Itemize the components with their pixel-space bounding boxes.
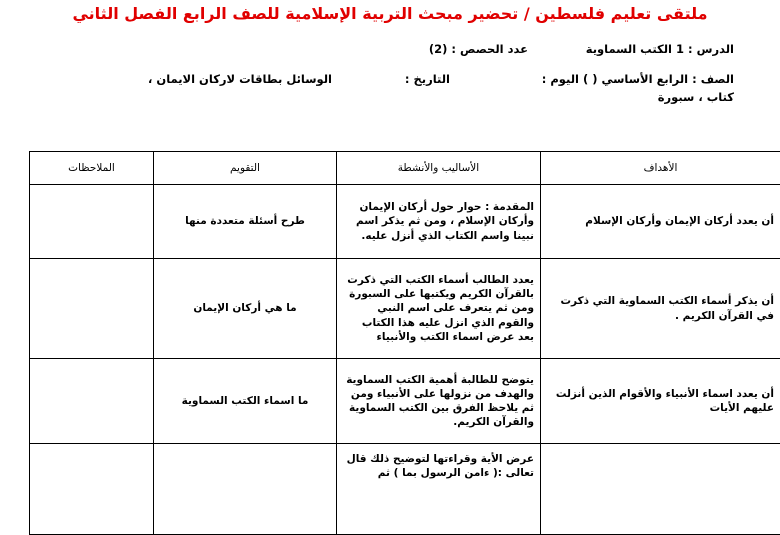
periods-info: عدد الحصص : (2) [429, 42, 528, 56]
header-evaluation: التقويم [154, 152, 337, 185]
table-row [30, 444, 780, 535]
evaluation-cell: طرح أسئلة متعددة منها [154, 185, 337, 259]
lesson-info: الدرس : 1 الكتب السماوية [586, 42, 734, 56]
aids-info-continued: كتاب ، سبورة [658, 90, 734, 104]
activity-cell: المقدمة : حوار حول أركان الإيمان وأركان الإسلام ، ومن ثم يذكر اسم نبينا واسم الكتاب الذي أنزل عليه. [337, 185, 541, 259]
goal-cell: أن يعدد أركان الإيمان وأركان الإسلام [541, 185, 780, 259]
page-title: ملتقى تعليم فلسطين / تحضير مبحث التربية الإسلامية للصف الرابع الفصل الثاني [0, 4, 780, 23]
table-header-row [30, 152, 780, 185]
activity-cell: يتوضح للطالبة أهمية الكتب السماوية والهدف من نزولها على الأنبياء ومن ثم يلاحظ الفرق بين الكتب السماوية والقرآن الكريم. [337, 359, 541, 444]
notes-cell [30, 359, 154, 444]
header-activities: الأساليب والأنشطة [337, 152, 541, 185]
evaluation-cell: ما اسماء الكتب السماوية [154, 359, 337, 444]
date-info: التاريخ : [405, 72, 450, 86]
table-row [30, 359, 780, 444]
table-row [30, 259, 780, 359]
evaluation-cell: ما هي أركان الإيمان [154, 259, 337, 359]
header-notes: الملاحظات [30, 152, 154, 185]
notes-cell [30, 259, 154, 359]
table-row [30, 185, 780, 259]
notes-cell [30, 185, 154, 259]
evaluation-cell [154, 444, 337, 535]
activity-cell: عرض الأية وقراءتها لتوضيح ذلك قال تعالى :( ءامن الرسول بما ) ثم [337, 444, 541, 535]
activity-cell: يعدد الطالب أسماء الكتب التي ذكرت بالقرآن الكريم ويكتبها على السبورة ومن ثم يتعرف على اسم النبي والقوم الذي انزل عليه هذا الكتاب بعد عرض اسماء الكتب والأنبياء [337, 259, 541, 359]
lesson-plan-table [29, 151, 780, 535]
header-goals: الأهداف [541, 152, 780, 185]
goal-cell: أن يعدد اسماء الأنبياء والأقوام الذين أنزلت عليهم الأيات [541, 359, 780, 444]
aids-info: الوسائل بطاقات لاركان الايمان ، [148, 72, 332, 86]
notes-cell [30, 444, 154, 535]
grade-info: الصف : الرابع الأساسي ( ) اليوم : [542, 72, 734, 86]
goal-cell [541, 444, 780, 535]
goal-cell: أن يذكر أسماء الكتب السماوية التي ذكرت في القرآن الكريم . [541, 259, 780, 359]
